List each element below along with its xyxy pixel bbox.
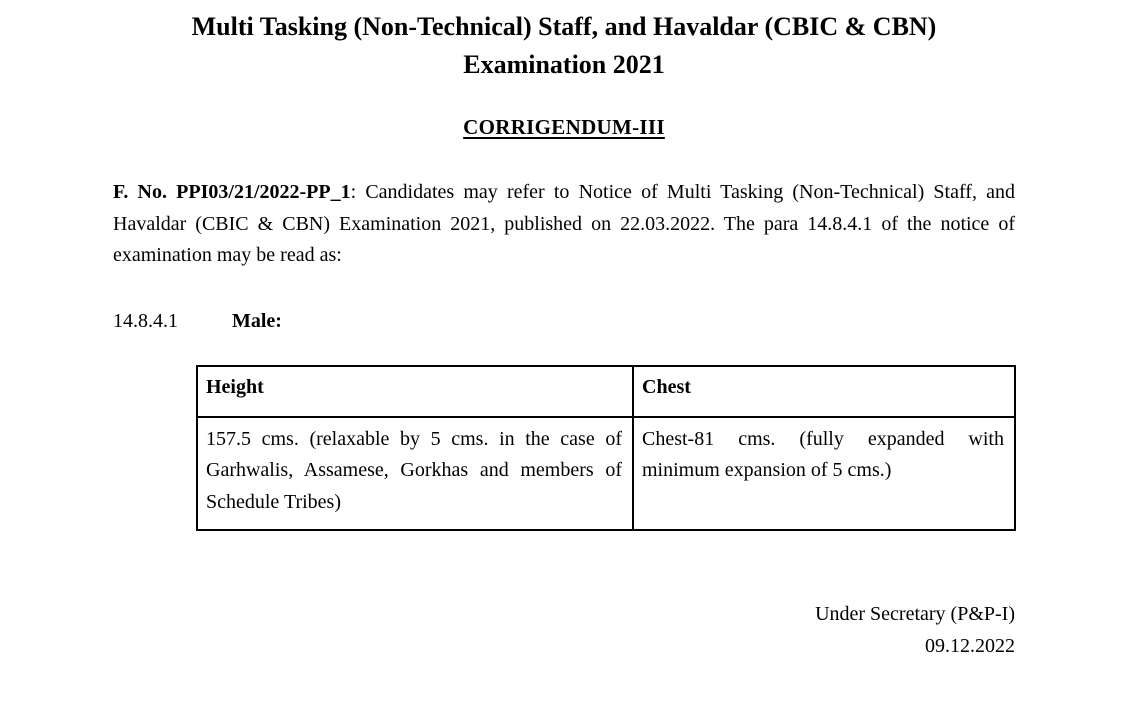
signatory-designation: Under Secretary (P&P-I) [815, 602, 1015, 625]
clause-label: Male: [232, 309, 282, 332]
corrigendum-heading: CORRIGENDUM-III [463, 115, 665, 139]
table-cell-height-value: 157.5 cms. (relaxable by 5 cms. in the case of Garhwalis, Assamese, Gorkhas and members of Schedule Tribes) [197, 417, 633, 530]
clause-number: 14.8.4.1 [113, 309, 178, 332]
table-header-row [197, 366, 1015, 417]
table-header-height: Height [197, 366, 633, 417]
notice-paragraph-text: : Candidates may refer to Notice of Multi Tasking (Non-Technical) Staff, and Havaldar (CBIC & CBN) Examination 2021, published on 22.03.2022. The para 14.8.4.1 of the notice of examination may be read as: [113, 181, 1015, 266]
table-header-chest: Chest [633, 366, 1015, 417]
table-cell-chest-value: Chest-81 cms. (fully expanded with minimum expansion of 5 cms.) [633, 417, 1015, 530]
document-title-line2: Examination 2021 [463, 50, 665, 79]
signature-block [113, 598, 1015, 662]
corrigendum-heading-wrap [113, 115, 1015, 140]
physical-standards-table [196, 365, 1016, 531]
document-title-line1: Multi Tasking (Non-Technical) Staff, and Havaldar (CBIC & CBN) [191, 12, 937, 41]
table-row [197, 417, 1015, 530]
notice-paragraph [113, 177, 1015, 272]
document-title [113, 8, 1015, 84]
signature-date: 09.12.2022 [925, 634, 1015, 657]
clause-line [113, 306, 1015, 337]
file-reference-number: F. No. PPI03/21/2022-PP_1 [113, 181, 351, 203]
